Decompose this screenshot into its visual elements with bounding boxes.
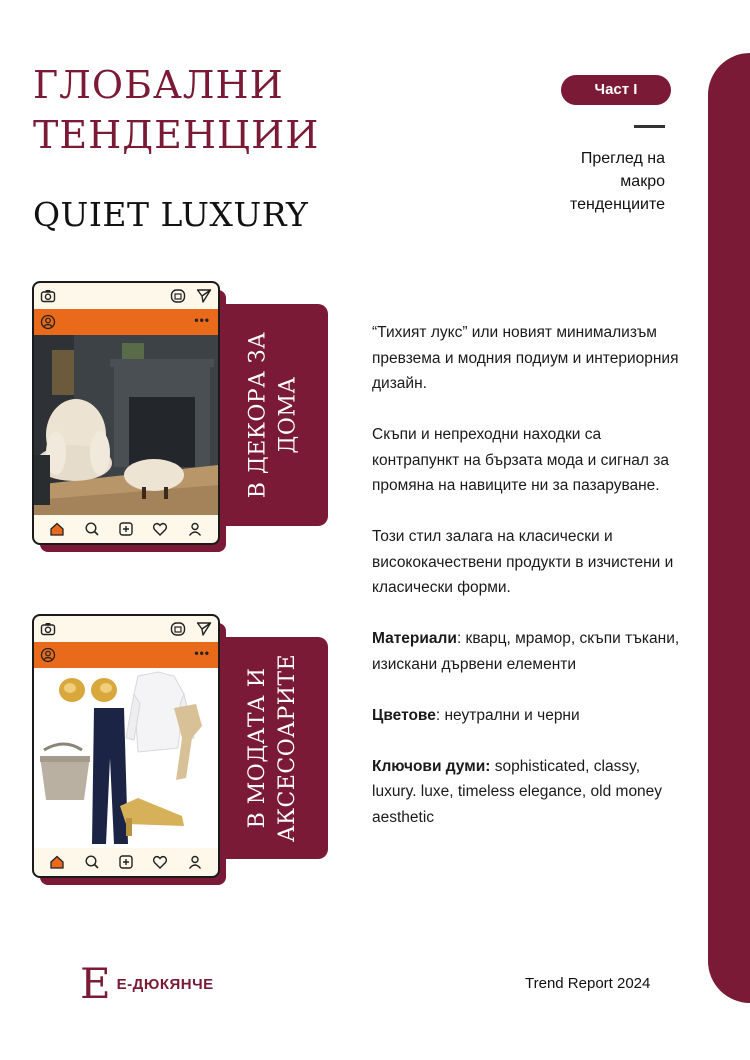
camera-icon[interactable] [40,621,56,637]
logo-text: Е-ДЮКЯНЧЕ [116,975,214,993]
overview-text [520,147,665,216]
keywords-label: Ключови думи: [372,757,491,775]
more-options-icon[interactable]: ••• [194,646,210,660]
send-icon[interactable] [196,621,212,637]
user-avatar-icon[interactable] [40,647,56,663]
igtv-icon[interactable] [170,288,186,304]
overview-line: тенденциите [569,196,665,213]
post-nav-bar [34,848,218,876]
add-post-icon[interactable] [118,854,134,870]
profile-icon[interactable] [187,521,203,537]
post-nav-bar [34,515,218,543]
phone-post-card [32,614,220,878]
title-line-1: ГЛОБАЛНИ [33,63,284,107]
page-subtitle: QUIET LUXURY [33,195,309,234]
paragraph: Този стил залага на класически и висококачествени продукти в изчистени и класически форми. [372,528,674,596]
search-icon[interactable] [84,854,100,870]
igtv-icon[interactable] [170,621,186,637]
colors-label: Цветове [372,706,436,724]
colors-text: : неутрални и черни [435,706,580,724]
report-footer: Trend Report 2024 [525,975,651,992]
more-options-icon[interactable]: ••• [194,313,210,327]
camera-icon[interactable] [40,288,56,304]
add-post-icon[interactable] [118,521,134,537]
keywords-line [372,754,682,831]
title-line-2: ТЕНДЕНЦИИ [33,113,320,157]
post-user-bar [34,642,218,668]
post-top-bar [34,283,218,309]
home-icon[interactable] [49,854,65,870]
brand-logo[interactable] [80,959,214,1008]
tab-label-line: В ДЕКОРА ЗА [245,331,270,499]
colors-line [372,703,682,729]
heart-icon[interactable] [152,521,168,537]
decorative-side-bar [708,53,750,1003]
overview-line: макро [620,173,665,190]
page-title [33,60,353,160]
materials-line [372,626,682,677]
send-icon[interactable] [196,288,212,304]
card-tab-fashion [218,637,328,859]
tab-label-line: АКСЕСОАРИТЕ [275,653,300,843]
paragraph: Скъпи и непреходни находки са контрапункт на бързата мода и сигнал за промяна на навиците ни за пазаруване. [372,426,669,494]
body-text [372,320,682,856]
tab-label-line: ДОМА [275,376,300,454]
profile-icon[interactable] [187,854,203,870]
tab-label-line: В МОДАТА И [245,667,270,829]
home-icon[interactable] [49,521,65,537]
keywords-text: sophisticated, classy, luxury. luxe, timeless elegance, old money aesthetic [372,757,663,826]
user-avatar-icon[interactable] [40,314,56,330]
post-photo-fashion [34,668,218,848]
post-top-bar [34,616,218,642]
materials-text: : кварц, мрамор, скъпи тъкани, изискани дървени елементи [372,630,680,673]
phone-post-card [32,281,220,545]
heart-icon[interactable] [152,854,168,870]
post-photo-armchair [34,335,218,515]
materials-label: Материали [372,630,457,647]
paragraph: “Тихият лукс” или новият минимализъм превзема и модния подиум и интериорния дизайн. [372,324,679,392]
card-tab-home-decor [218,304,328,526]
overview-line: Преглед на [580,150,665,167]
post-user-bar [34,309,218,335]
divider [634,125,665,128]
search-icon[interactable] [84,521,100,537]
logo-letter: E [80,959,111,1008]
part-badge: Част I [561,75,671,105]
